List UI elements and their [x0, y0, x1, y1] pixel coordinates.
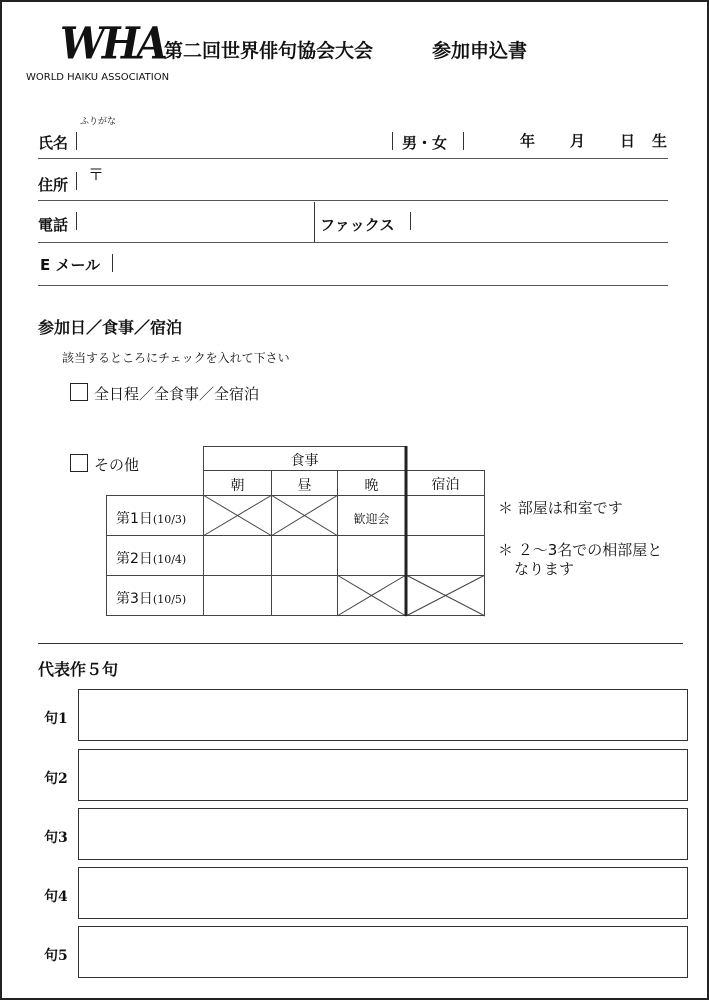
gender-label[interactable]: 男・女: [402, 134, 448, 152]
haiku-5-input[interactable]: [78, 926, 688, 978]
day-label: 日: [620, 132, 636, 150]
lodging-header: 宿泊: [431, 477, 460, 493]
note-shared-room-2: なります: [514, 560, 575, 578]
day3-label: 第3日(10/5): [116, 591, 187, 607]
works-heading: 代表作５句: [38, 660, 119, 679]
all-schedule-label: 全日程／全食事／全宿泊: [94, 385, 260, 403]
email-label: E メール: [40, 256, 101, 274]
haiku-3-label: 句3: [44, 830, 68, 846]
year-label: 年: [520, 132, 536, 150]
haiku-5-label: 句5: [44, 948, 68, 964]
form-title-suffix: 参加申込書: [432, 40, 528, 62]
day1-label: 第1日(10/3): [116, 511, 187, 527]
haiku-1-label: 句1: [44, 711, 68, 727]
note-room-type: ＊ 部屋は和室です: [498, 499, 623, 517]
haiku-4-label: 句4: [44, 889, 68, 905]
meal-header: 食事: [290, 453, 319, 469]
other-label: その他: [94, 456, 140, 474]
note-shared-room-1: ＊ ２〜3名での相部屋と: [498, 541, 663, 559]
haiku-2-input[interactable]: [78, 749, 688, 801]
birth-label: 生: [652, 132, 668, 150]
month-label: 月: [570, 132, 586, 150]
form-title: 第二回世界俳句協会大会: [164, 40, 374, 62]
section-divider: [38, 643, 683, 644]
dinner-header: 晩: [364, 478, 379, 494]
name-label: 氏名: [38, 134, 69, 152]
participation-heading: 参加日／食事／宿泊: [38, 318, 183, 337]
lunch-header: 昼: [297, 478, 312, 494]
logo-subtitle: WORLD HAIKU ASSOCIATION: [26, 72, 170, 83]
haiku-1-input[interactable]: [78, 689, 688, 741]
haiku-2-label: 句2: [44, 771, 68, 787]
haiku-4-input[interactable]: [78, 867, 688, 919]
haiku-3-input[interactable]: [78, 808, 688, 860]
fax-label: ファックス: [320, 216, 395, 234]
participation-instruction: 該当するところにチェックを入れて下さい: [62, 351, 290, 365]
furigana-label: ふりがな: [80, 117, 117, 127]
postal-mark: 〒: [88, 165, 105, 184]
address-label: 住所: [38, 176, 69, 194]
wha-logo: WHA: [60, 17, 165, 70]
phone-label: 電話: [38, 216, 69, 234]
welcome-party-label: 歓迎会: [353, 512, 390, 526]
day2-label: 第2日(10/4): [116, 551, 187, 567]
breakfast-header: 朝: [230, 478, 245, 494]
